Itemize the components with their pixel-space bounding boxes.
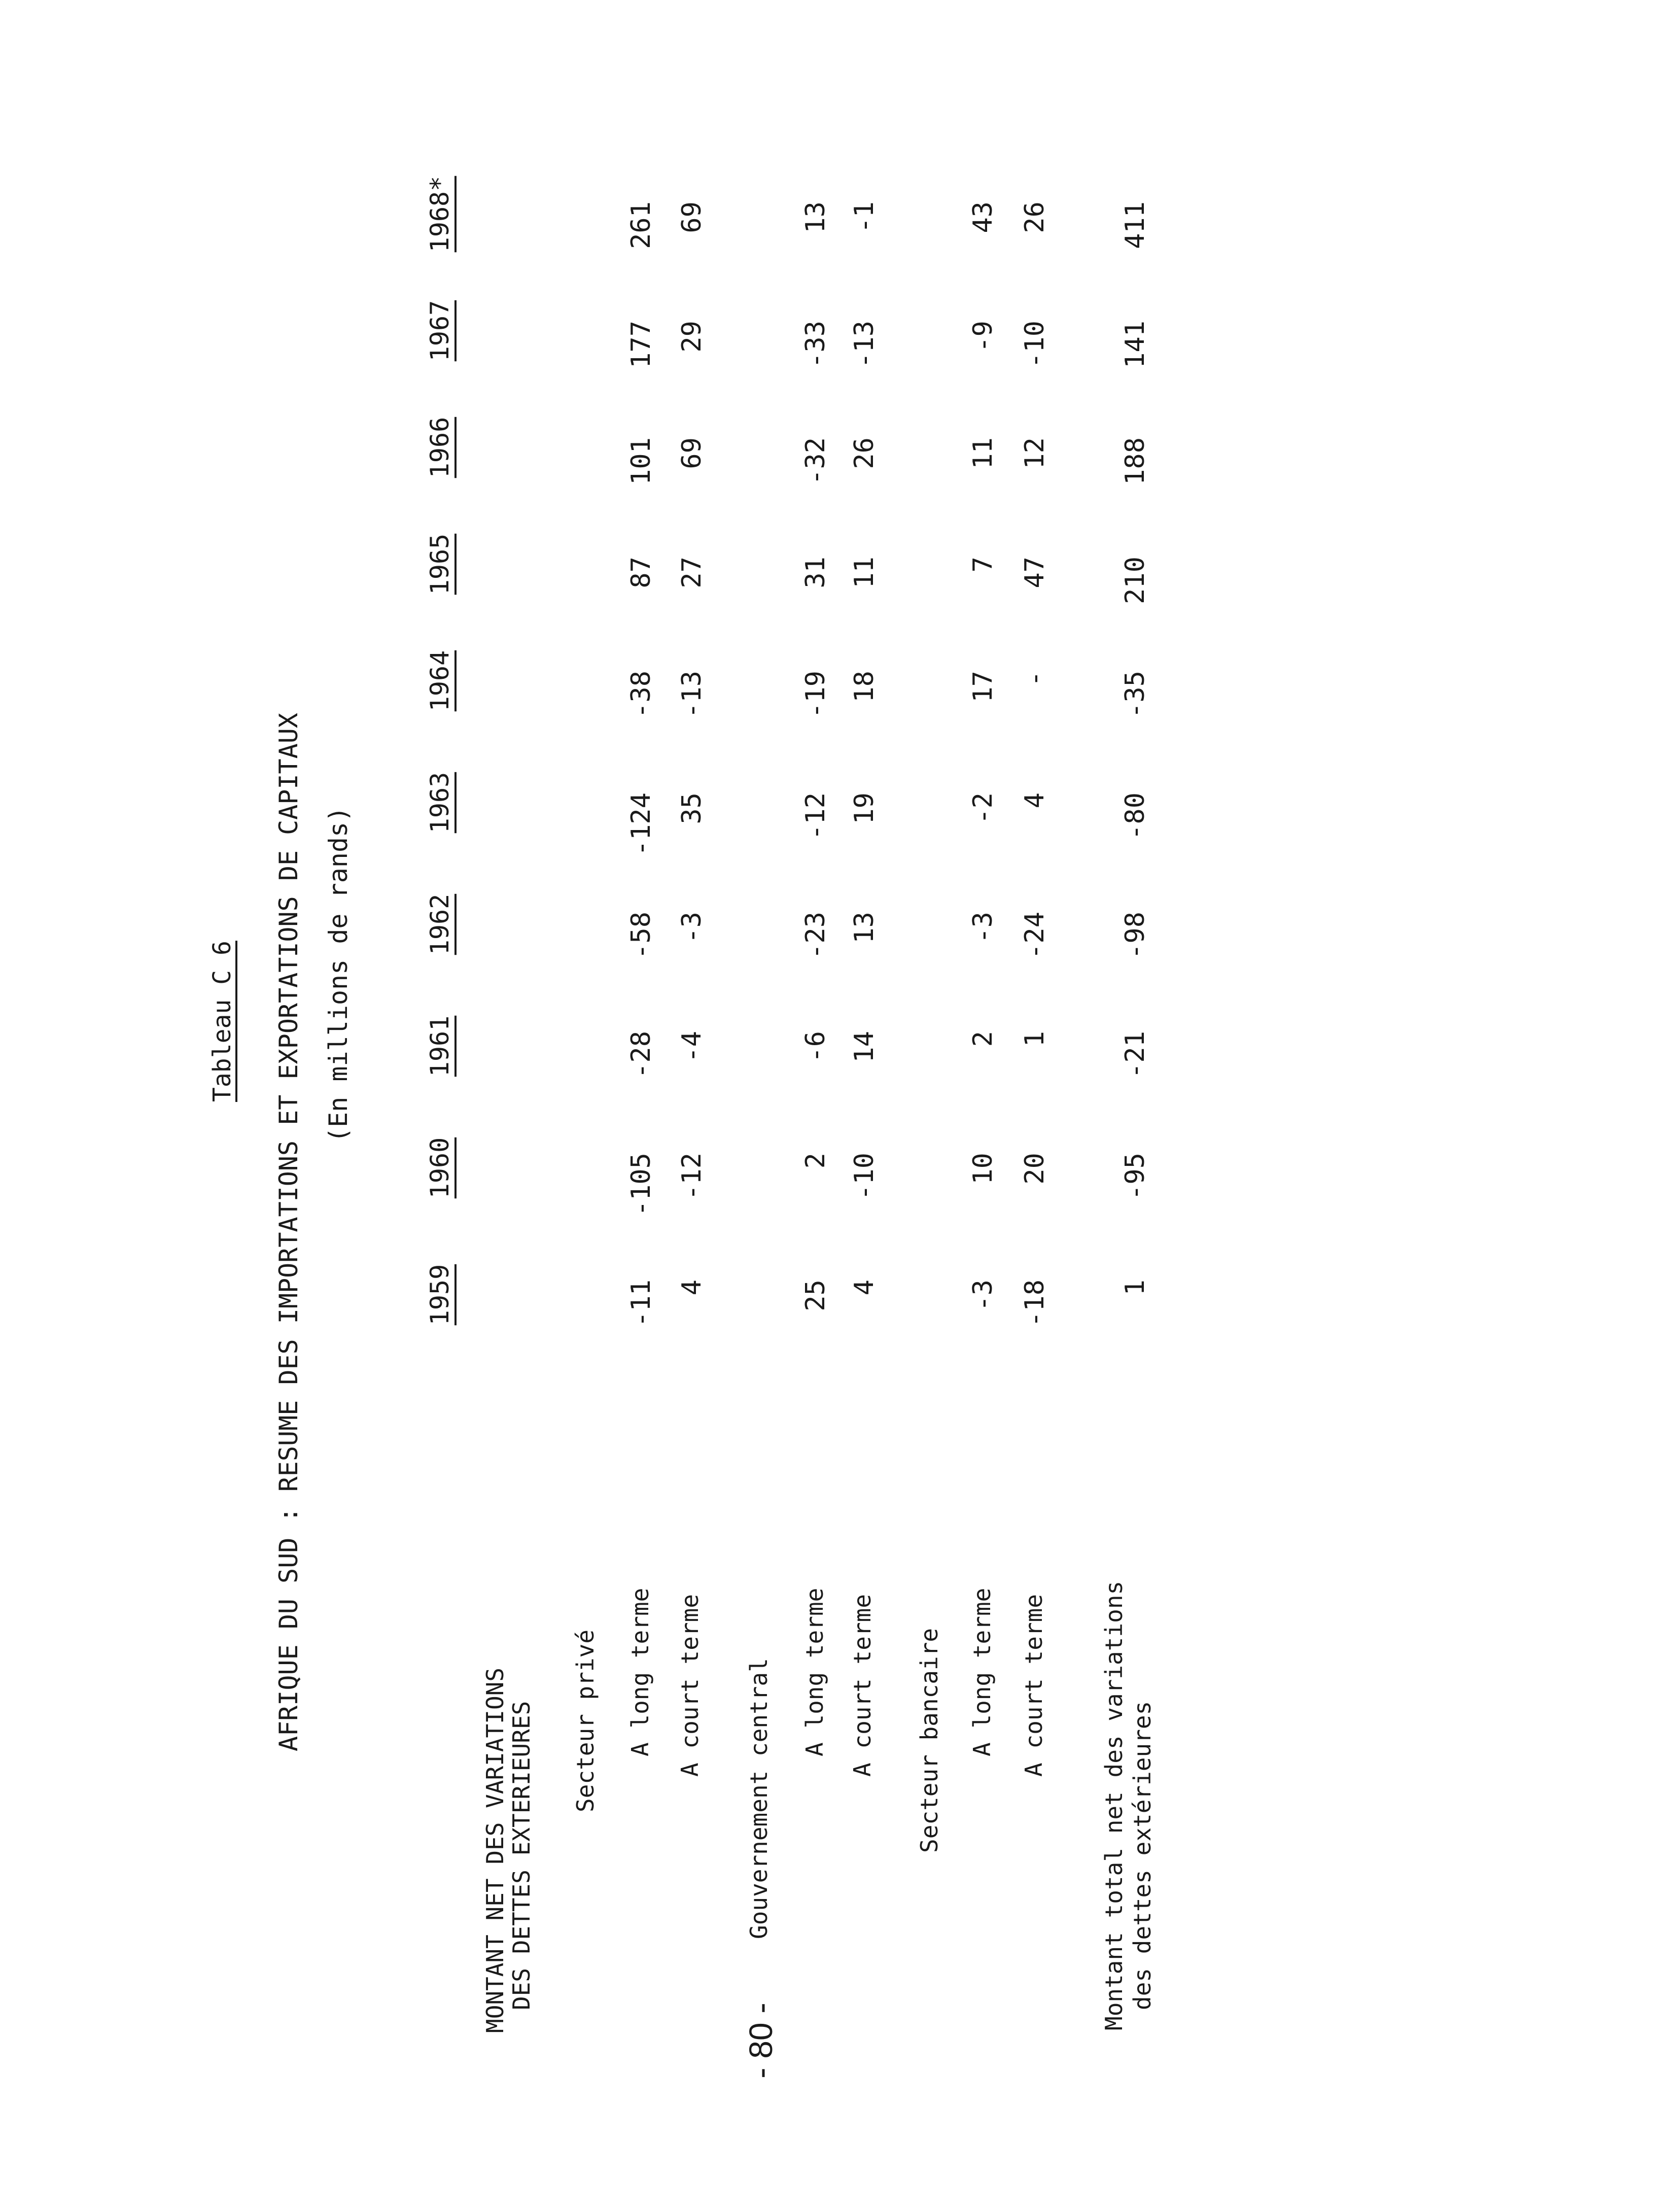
row-label: A long terme bbox=[626, 1588, 654, 1756]
table-cell: -3 bbox=[968, 1280, 998, 1312]
table-cell: 18 bbox=[849, 671, 880, 703]
section-header-line-2: DES DETTES EXTERIEURES bbox=[508, 1701, 535, 2010]
table-cell: 4 bbox=[1020, 792, 1050, 809]
total-cell: -21 bbox=[1120, 1031, 1150, 1079]
table-cell: 10 bbox=[968, 1153, 998, 1185]
table-cell: 47 bbox=[1020, 557, 1050, 589]
table-cell: -12 bbox=[800, 792, 831, 840]
table-cell: -4 bbox=[677, 1031, 707, 1063]
table-cell: -10 bbox=[849, 1153, 880, 1200]
table-cell: 1 bbox=[1020, 1031, 1050, 1047]
year-1966: 1966 bbox=[425, 417, 454, 478]
total-label-line-1: Montant total net des variations bbox=[1100, 1580, 1128, 2030]
table-cell: 13 bbox=[800, 201, 831, 233]
table-cell: -58 bbox=[626, 912, 656, 959]
table-cell: 14 bbox=[849, 1031, 880, 1063]
table-cell: -24 bbox=[1020, 912, 1050, 959]
table-cell: 31 bbox=[800, 557, 831, 589]
year-1967: 1967 bbox=[425, 300, 454, 362]
table-cell: 101 bbox=[626, 437, 656, 485]
year-1962: 1962 bbox=[425, 893, 454, 955]
table-cell: 11 bbox=[849, 557, 880, 589]
table-cell: -10 bbox=[1020, 321, 1050, 368]
row-label: A court terme bbox=[1020, 1594, 1047, 1777]
row-label: A long terme bbox=[801, 1588, 828, 1756]
row-label: A court terme bbox=[849, 1594, 876, 1777]
group-label-secteur-prive: Secteur privé bbox=[572, 1629, 599, 1812]
table-cell: 4 bbox=[849, 1280, 880, 1296]
table-cell: 20 bbox=[1020, 1153, 1050, 1185]
table-cell: 25 bbox=[800, 1280, 831, 1312]
year-1968: 1968* bbox=[425, 176, 454, 253]
year-1960: 1960 bbox=[425, 1137, 454, 1199]
group-label-secteur-bancaire: Secteur bancaire bbox=[916, 1628, 943, 1853]
total-cell: 141 bbox=[1120, 321, 1150, 368]
table-cell: 19 bbox=[849, 792, 880, 824]
table-cell: -1 bbox=[849, 201, 880, 233]
table-cell: 7 bbox=[968, 557, 998, 573]
total-cell: 1 bbox=[1120, 1280, 1150, 1296]
table-cell: -23 bbox=[800, 912, 831, 959]
year-1965: 1965 bbox=[425, 533, 454, 595]
year-1964: 1964 bbox=[425, 650, 454, 712]
table-cell: 35 bbox=[677, 792, 707, 824]
table-cell: -38 bbox=[626, 671, 656, 718]
table-cell: 69 bbox=[677, 201, 707, 233]
table-title: Tableau C 6 bbox=[208, 941, 236, 1102]
table-cell: 27 bbox=[677, 557, 707, 589]
total-cell: 210 bbox=[1120, 557, 1150, 604]
table-cell: 26 bbox=[1020, 201, 1050, 233]
total-label-line-2: des dettes extérieures bbox=[1129, 1701, 1156, 2010]
total-cell: -98 bbox=[1120, 912, 1150, 959]
total-cell: 411 bbox=[1120, 201, 1150, 249]
table-cell: -9 bbox=[968, 321, 998, 353]
table-cell: 261 bbox=[626, 201, 656, 249]
table-cell: -18 bbox=[1020, 1280, 1050, 1327]
table-cell: 29 bbox=[677, 321, 707, 353]
year-1961: 1961 bbox=[425, 1015, 454, 1077]
total-cell: 188 bbox=[1120, 437, 1150, 485]
table-cell: 13 bbox=[849, 912, 880, 944]
table-cell: -6 bbox=[800, 1031, 831, 1063]
table-cell: 87 bbox=[626, 557, 656, 589]
table-cell: -11 bbox=[626, 1280, 656, 1327]
total-cell: -35 bbox=[1120, 671, 1150, 718]
year-1959: 1959 bbox=[425, 1264, 454, 1326]
table-cell: -2 bbox=[968, 792, 998, 824]
table-cell: -19 bbox=[800, 671, 831, 718]
table-cell: - bbox=[1020, 671, 1050, 687]
section-header-line-1: MONTANT NET DES VARIATIONS bbox=[481, 1667, 509, 2033]
group-label-gouvernement-central: Gouvernement central bbox=[745, 1658, 773, 1939]
table-cell: 4 bbox=[677, 1280, 707, 1296]
table-cell: -13 bbox=[849, 321, 880, 368]
table-cell: 12 bbox=[1020, 437, 1050, 469]
page-number: - 80 - bbox=[743, 2003, 779, 2079]
table-cell: -3 bbox=[677, 912, 707, 944]
row-label: A court terme bbox=[676, 1594, 704, 1777]
table-cell: 11 bbox=[968, 437, 998, 469]
table-cell: 43 bbox=[968, 201, 998, 233]
table-cell: -33 bbox=[800, 321, 831, 368]
table-cell: -28 bbox=[626, 1031, 656, 1079]
table-cell: -3 bbox=[968, 912, 998, 944]
table-cell: 69 bbox=[677, 437, 707, 469]
table-cell: -32 bbox=[800, 437, 831, 485]
year-1963: 1963 bbox=[425, 772, 454, 834]
table-cell: -13 bbox=[677, 671, 707, 718]
table-cell: -124 bbox=[626, 792, 656, 856]
total-cell: -80 bbox=[1120, 792, 1150, 840]
table-cell: 2 bbox=[968, 1031, 998, 1047]
row-label: A long terme bbox=[968, 1588, 996, 1756]
table-heading: AFRIQUE DU SUD : RESUME DES IMPORTATIONS ET EXPORTATIONS DE CAPITAUX bbox=[274, 713, 303, 1751]
table-cell: 17 bbox=[968, 671, 998, 703]
table-cell: -12 bbox=[677, 1153, 707, 1200]
table-cell: -105 bbox=[626, 1153, 656, 1217]
table-subheading: (En millions de rands) bbox=[324, 806, 353, 1143]
table-cell: 2 bbox=[800, 1153, 831, 1169]
table-cell: 26 bbox=[849, 437, 880, 469]
table-cell: 177 bbox=[626, 321, 656, 368]
total-cell: -95 bbox=[1120, 1153, 1150, 1200]
